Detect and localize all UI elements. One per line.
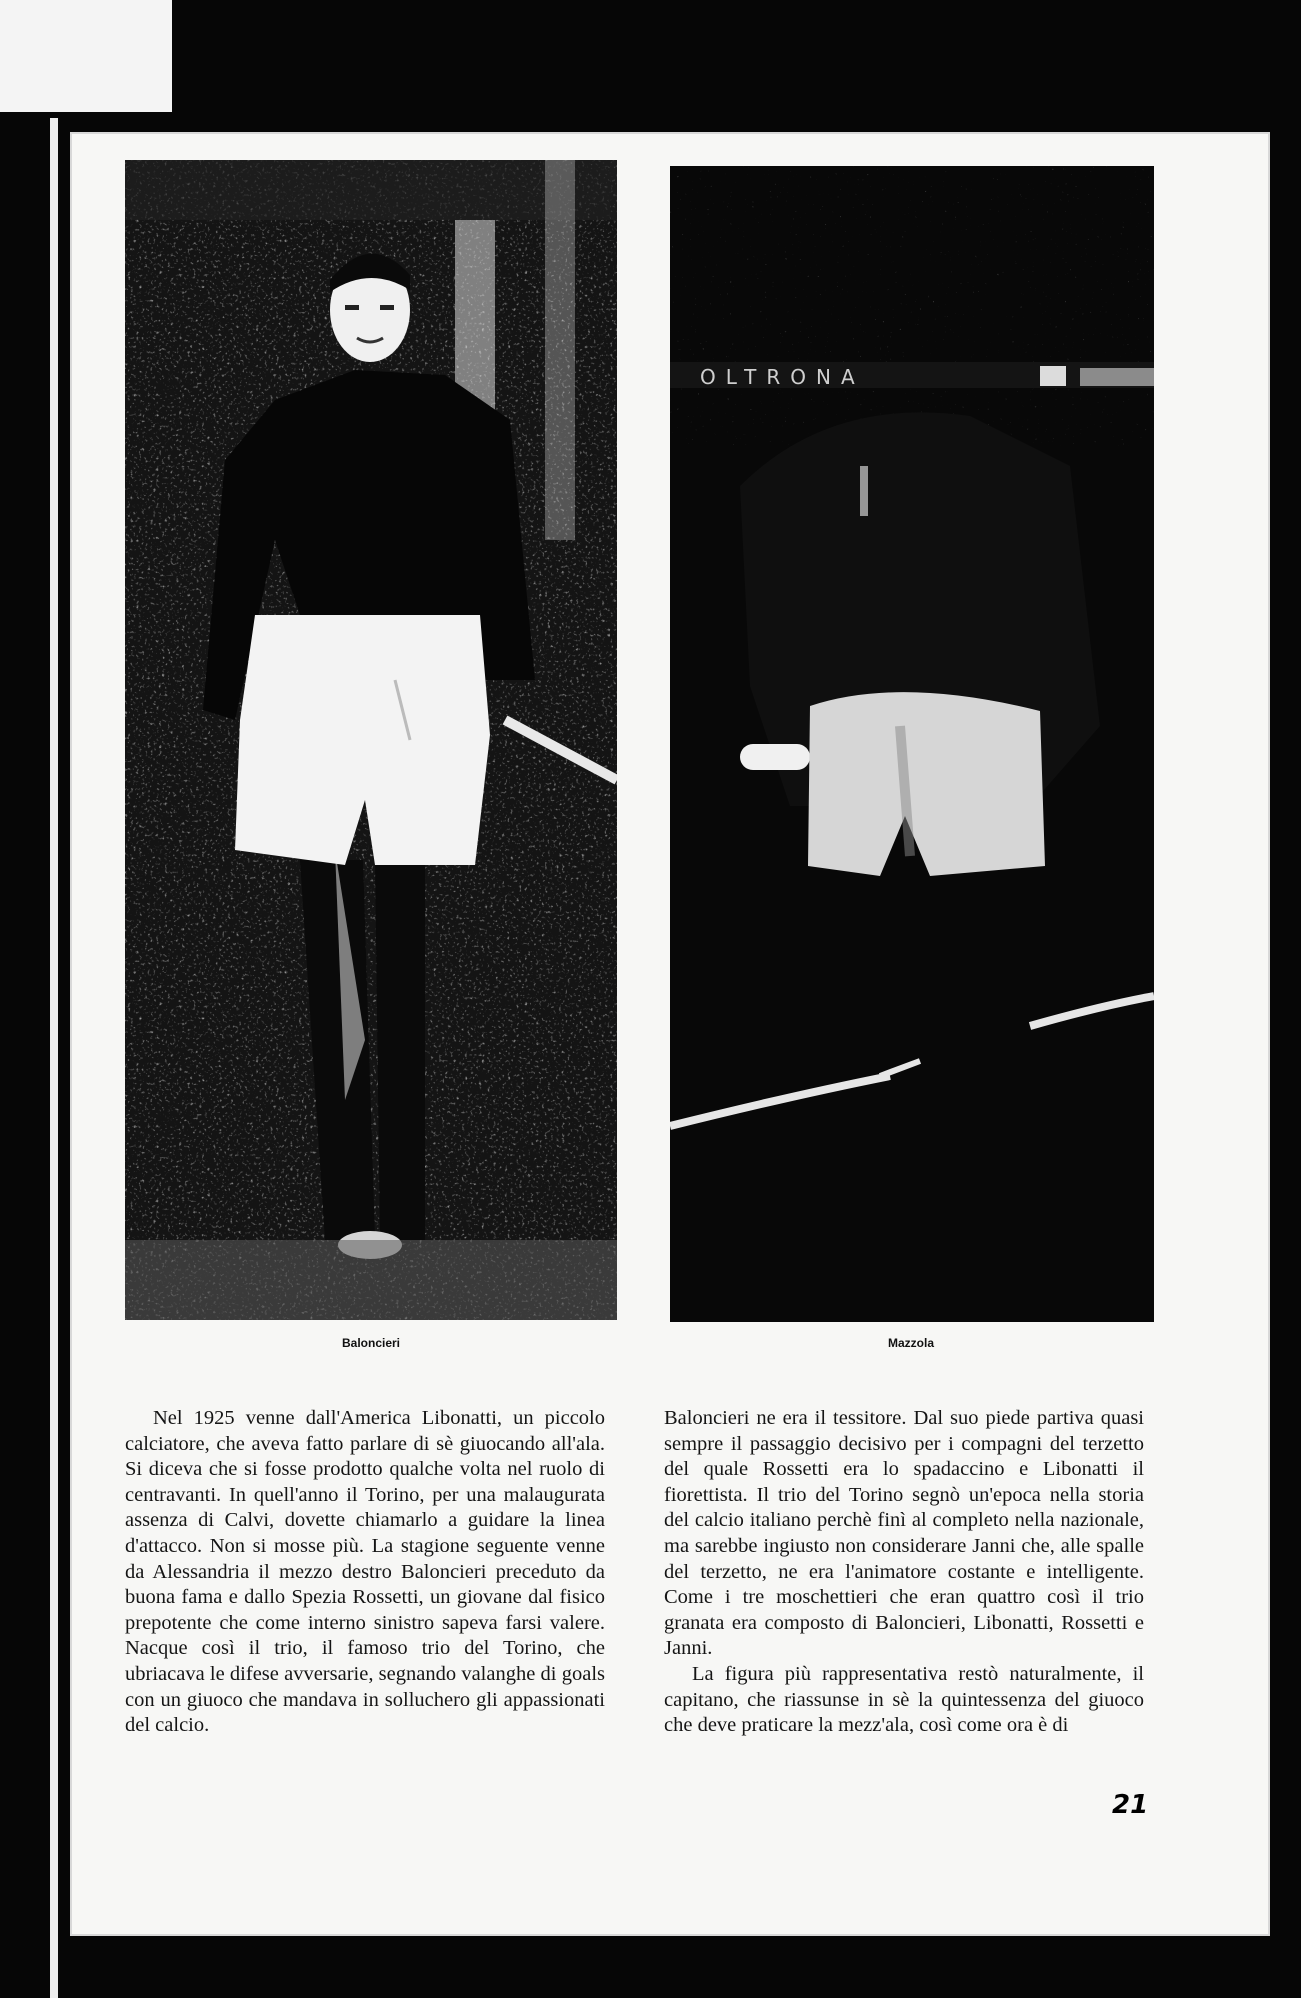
photo-mazzola xyxy=(670,166,1154,1322)
paragraph: Baloncieri ne era il tessitore. Dal suo piede partiva quasi sempre il passaggio decisivo per i compagni del terzetto del quale Rossetti era lo spadaccino e Libonatti il fiorettista. Il trio del Torino segnò un'epoca nella storia del calcio italiano perchè finì al completo nella nazionale, ma sarebbe ingiusto non considerare Janni che, alle spalle del terzetto, ne era l'animatore costante e intelligente. Come i tre moschettieri che eran quattro così il trio granata era composto di Baloncieri, Libonatti, Rossetti e Janni. xyxy=(664,1407,1144,1660)
caption-baloncieri: Baloncieri xyxy=(341,1336,401,1350)
book-spine-edge xyxy=(50,118,58,1998)
book-page xyxy=(70,132,1270,1936)
photo-banner-text: OLTRONA xyxy=(700,365,865,389)
page-number: 21 xyxy=(1112,1790,1149,1820)
paragraph: La figura più rappresentativa restò naturalmente, il capitano, che riassunse in sè la quintessenza del giuoco che deve praticare la mezz'ala, così come ora è di xyxy=(664,1662,1144,1737)
text-column-right xyxy=(664,1406,1144,1739)
photo-baloncieri xyxy=(125,160,617,1320)
text-column-left xyxy=(125,1406,605,1739)
scan-corner-tab xyxy=(0,0,172,112)
paragraph: Nel 1925 venne dall'America Libonatti, un piccolo calciatore, che aveva fatto parlare di sè giuocando all'ala. Si diceva che si fosse prodotto qualche volta nel ruolo di centravanti. In quell'anno il Torino, per una malaugurata assenza di Calvi, dovette chiamarlo a guidare la linea d'attacco. Non si mosse più. La stagione seguente venne da Alessandria il mezzo destro Baloncieri preceduto da buona fama e dallo Spezia Rossetti, un giovane dal fisico prepotente che come interno sinistro sapeva farsi valere. Nacque così il trio, il famoso trio del Torino, che ubriacava le difese avversarie, segnando valanghe di goals con un giuoco che mandava in solluchero gli appassionati del calcio. xyxy=(125,1407,605,1737)
caption-mazzola: Mazzola xyxy=(887,1336,934,1350)
